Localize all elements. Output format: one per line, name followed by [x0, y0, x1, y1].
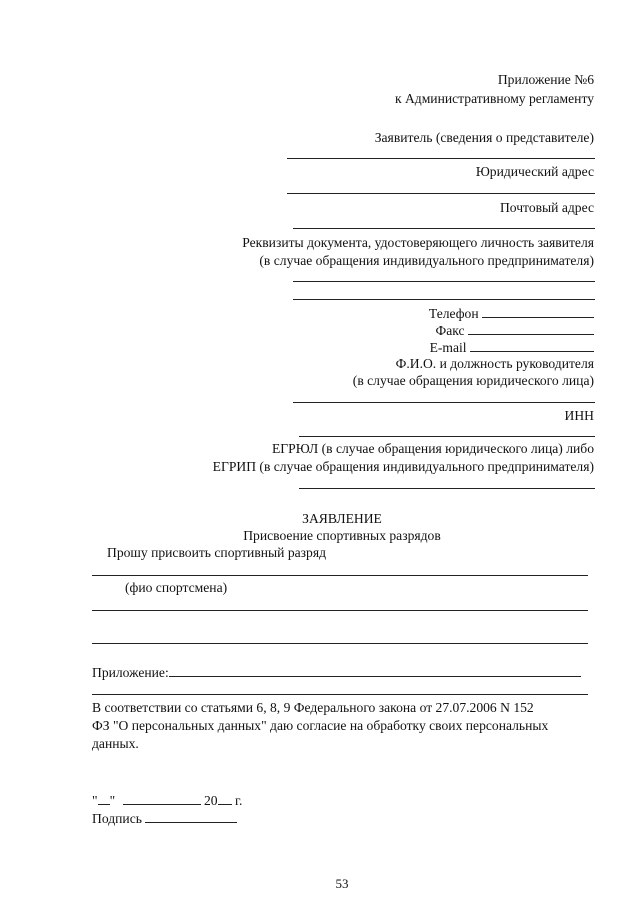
day-field	[98, 792, 110, 805]
head-label: Ф.И.О. и должность руководителя	[395, 356, 594, 371]
consent-line-2: ФЗ "О персональных данных" даю согласие на обработку своих персональных	[92, 718, 549, 733]
year-prefix: 20	[203, 793, 218, 808]
doc-details-note: (в случае обращения индивидуального предпринимателя)	[259, 253, 594, 268]
attachment-field	[169, 664, 581, 677]
athlete-hint: (фио спортсмена)	[125, 580, 228, 595]
fax-row	[436, 322, 594, 339]
page-number: 53	[335, 876, 349, 891]
applicant-line	[287, 158, 595, 159]
statement-title: ЗАЯВЛЕНИЕ	[302, 511, 382, 526]
date-row	[92, 792, 242, 809]
fax-label: Факс	[435, 323, 465, 338]
inn-line	[299, 436, 595, 437]
phone-field	[482, 305, 594, 318]
attachment-line-2	[92, 694, 588, 695]
head-note: (в случае обращения юридического лица)	[352, 373, 594, 388]
email-field	[470, 339, 594, 352]
year-suffix: г.	[234, 793, 243, 808]
legal-address-line	[287, 193, 595, 194]
signature-label: Подпись	[92, 811, 142, 826]
date-quote-close: "	[109, 793, 116, 808]
doc-details-line-2	[293, 299, 595, 300]
applicant-label: Заявитель (сведения о представителе)	[374, 130, 594, 145]
doc-details-line-1	[293, 281, 595, 282]
head-line	[293, 402, 595, 403]
statement-request: Прошу присвоить спортивный разряд	[107, 545, 326, 560]
doc-details-label: Реквизиты документа, удостоверяющего личность заявителя	[242, 235, 594, 250]
athlete-line	[92, 575, 588, 576]
egrip-label: ЕГРИП (в случае обращения индивидуального предпринимателя)	[212, 459, 594, 474]
date-quote-open: "	[92, 793, 98, 808]
statement-subtitle: Присвоение спортивных разрядов	[243, 528, 441, 543]
fax-field	[468, 322, 594, 335]
egrul-egrip-line	[299, 488, 595, 489]
email-label: E-mail	[429, 340, 467, 355]
inn-label: ИНН	[564, 408, 594, 423]
legal-address-label: Юридический адрес	[475, 164, 594, 179]
attachment-label: Приложение:	[92, 665, 169, 680]
blank-line-1	[92, 610, 588, 611]
signature-row	[92, 810, 237, 827]
appendix-subtitle: к Административному регламенту	[394, 91, 594, 106]
blank-line-2	[92, 643, 588, 644]
postal-address-line	[293, 228, 595, 229]
month-field	[123, 792, 201, 805]
postal-address-label: Почтовый адрес	[499, 200, 594, 215]
phone-row	[429, 305, 594, 322]
appendix-title: Приложение №6	[497, 72, 594, 87]
email-row	[430, 339, 594, 356]
attachment-row	[92, 664, 597, 681]
signature-field	[145, 810, 237, 823]
year-field	[218, 792, 232, 805]
consent-line-1: В соответствии со статьями 6, 8, 9 Федерального закона от 27.07.2006 N 152	[92, 700, 534, 715]
phone-label: Телефон	[428, 306, 479, 321]
egrul-label: ЕГРЮЛ (в случае обращения юридического лица) либо	[271, 441, 594, 456]
consent-line-3: данных.	[92, 736, 139, 751]
